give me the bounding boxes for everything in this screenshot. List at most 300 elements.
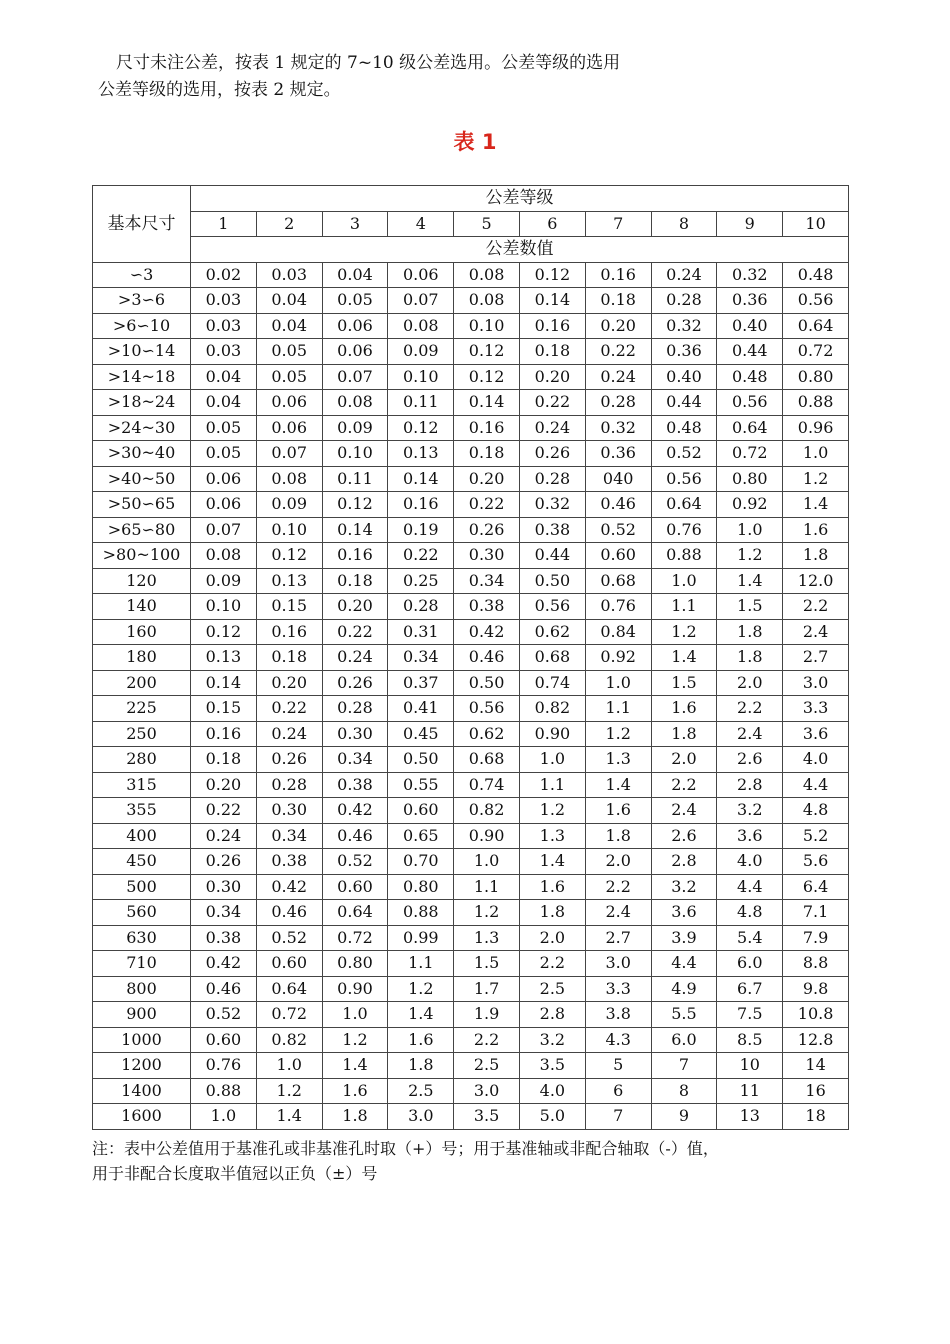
basic-size-header: 基本尺寸 xyxy=(93,186,191,263)
basic-size-cell: 160 xyxy=(93,619,191,645)
table-row xyxy=(93,517,849,543)
tolerance-value-cell: 3.3 xyxy=(585,976,651,1002)
tolerance-value-cell: 0.02 xyxy=(191,262,257,288)
tolerance-value-cell: 0.46 xyxy=(585,492,651,518)
table-row xyxy=(93,696,849,722)
tolerance-value-cell: 0.22 xyxy=(322,619,388,645)
table-row xyxy=(93,798,849,824)
tolerance-value-cell: 1.8 xyxy=(717,645,783,671)
basic-size-cell: >65∽80 xyxy=(93,517,191,543)
tolerance-value-cell: 0.62 xyxy=(519,619,585,645)
tolerance-value-cell: 0.34 xyxy=(191,900,257,926)
table-row xyxy=(93,594,849,620)
table-row xyxy=(93,976,849,1002)
tolerance-value-cell: 0.16 xyxy=(585,262,651,288)
table-row xyxy=(93,874,849,900)
tolerance-value-cell: 0.38 xyxy=(256,849,322,875)
table-note xyxy=(92,1136,852,1186)
tolerance-value-cell: 1.1 xyxy=(388,951,454,977)
tolerance-value-cell: 0.82 xyxy=(256,1027,322,1053)
tolerance-value-cell: 0.12 xyxy=(256,543,322,569)
grade-cell: 10 xyxy=(783,211,849,237)
note-line-1: 注：表中公差值用于基准孔或非基准孔时取（+）号；用于基准轴或非配合轴取（-）值， xyxy=(92,1139,719,1158)
basic-size-cell: 400 xyxy=(93,823,191,849)
tolerance-value-cell: 1.3 xyxy=(585,747,651,773)
tolerance-value-cell: 0.24 xyxy=(519,415,585,441)
tolerance-value-cell: 1.2 xyxy=(256,1078,322,1104)
tolerance-value-cell: 0.24 xyxy=(585,364,651,390)
tolerance-value-cell: 3.5 xyxy=(519,1053,585,1079)
tolerance-value-cell: 0.16 xyxy=(454,415,520,441)
tolerance-value-cell: 0.07 xyxy=(256,441,322,467)
tolerance-value-cell: 0.65 xyxy=(388,823,454,849)
tolerance-value-cell: 0.30 xyxy=(256,798,322,824)
tolerance-value-cell: 0.12 xyxy=(519,262,585,288)
tolerance-value-cell: 1.0 xyxy=(256,1053,322,1079)
intro-paragraph xyxy=(98,50,858,104)
tolerance-value-cell: 1.2 xyxy=(519,798,585,824)
tolerance-value-cell: 2.8 xyxy=(519,1002,585,1028)
tolerance-value-cell: 2.5 xyxy=(388,1078,454,1104)
tolerance-value-cell: 0.55 xyxy=(388,772,454,798)
tolerance-value-cell: 0.20 xyxy=(256,670,322,696)
basic-size-cell: 500 xyxy=(93,874,191,900)
tolerance-value-cell: 1.0 xyxy=(322,1002,388,1028)
tolerance-value-cell: 0.42 xyxy=(322,798,388,824)
tolerance-value-cell: 5 xyxy=(585,1053,651,1079)
tolerance-value-cell: 0.37 xyxy=(388,670,454,696)
tolerance-value-cell: 0.52 xyxy=(256,925,322,951)
table-row xyxy=(93,1104,849,1130)
tolerance-value-cell: 0.26 xyxy=(454,517,520,543)
tolerance-value-cell: 12.8 xyxy=(783,1027,849,1053)
tolerance-value-cell: 0.92 xyxy=(717,492,783,518)
table-row xyxy=(93,747,849,773)
tolerance-value-cell: 0.08 xyxy=(322,390,388,416)
tolerance-value-cell: 4.9 xyxy=(651,976,717,1002)
tolerance-value-cell: 2.4 xyxy=(783,619,849,645)
tolerance-value-cell: 1.0 xyxy=(717,517,783,543)
tolerance-value-cell: 0.88 xyxy=(388,900,454,926)
tolerance-value-cell: 1.8 xyxy=(783,543,849,569)
tolerance-value-cell: 0.64 xyxy=(783,313,849,339)
tolerance-value-cell: 1.4 xyxy=(388,1002,454,1028)
tolerance-value-cell: 6.0 xyxy=(717,951,783,977)
tolerance-value-cell: 0.16 xyxy=(519,313,585,339)
tolerance-value-cell: 0.36 xyxy=(585,441,651,467)
tolerance-value-cell: 2.2 xyxy=(717,696,783,722)
tolerance-value-cell: 0.72 xyxy=(783,339,849,365)
tolerance-value-cell: 0.28 xyxy=(322,696,388,722)
tolerance-value-cell: 1.2 xyxy=(322,1027,388,1053)
tolerance-value-cell: 1.1 xyxy=(454,874,520,900)
tolerance-value-cell: 0.22 xyxy=(519,390,585,416)
tolerance-value-cell: 0.04 xyxy=(191,364,257,390)
tolerance-value-cell: 0.03 xyxy=(191,288,257,314)
grade-cell: 6 xyxy=(519,211,585,237)
tolerance-value-cell: 2.2 xyxy=(651,772,717,798)
tolerance-value-cell: 1.4 xyxy=(585,772,651,798)
tolerance-value-cell: 8.8 xyxy=(783,951,849,977)
intro-line-1: 尺寸未注公差，按表 1 规定的 7~10 级公差选用。公差等级的选用 xyxy=(116,53,621,73)
table-row xyxy=(93,619,849,645)
tolerance-value-cell: 0.20 xyxy=(322,594,388,620)
tolerance-value-cell: 0.64 xyxy=(256,976,322,1002)
grade-cell: 1 xyxy=(191,211,257,237)
tolerance-value-cell: 0.64 xyxy=(322,900,388,926)
tolerance-value-cell: 0.28 xyxy=(388,594,454,620)
tolerance-value-cell: 6.0 xyxy=(651,1027,717,1053)
table-body xyxy=(93,262,849,1129)
tolerance-value-cell: 0.07 xyxy=(191,517,257,543)
tolerance-value-cell: 0.46 xyxy=(322,823,388,849)
tolerance-value-cell: 0.34 xyxy=(256,823,322,849)
table-row xyxy=(93,951,849,977)
tolerance-value-cell: 0.34 xyxy=(388,645,454,671)
tolerance-value-cell: 0.52 xyxy=(322,849,388,875)
tolerance-value-cell: 1.6 xyxy=(388,1027,454,1053)
tolerance-value-cell: 1.6 xyxy=(519,874,585,900)
header-row-group xyxy=(93,186,849,212)
tolerance-value-cell: 0.50 xyxy=(388,747,454,773)
tolerance-value-cell: 1.6 xyxy=(783,517,849,543)
tolerance-value-cell: 0.28 xyxy=(651,288,717,314)
tolerance-value-cell: 0.90 xyxy=(454,823,520,849)
tolerance-value-cell: 3.8 xyxy=(585,1002,651,1028)
tolerance-value-cell: 0.24 xyxy=(322,645,388,671)
tolerance-value-cell: 0.48 xyxy=(651,415,717,441)
tolerance-value-cell: 1.0 xyxy=(191,1104,257,1130)
grade-header: 公差等级 xyxy=(191,186,849,212)
table-row xyxy=(93,925,849,951)
tolerance-value-cell: 0.40 xyxy=(717,313,783,339)
basic-size-cell: 450 xyxy=(93,849,191,875)
tolerance-value-cell: 0.72 xyxy=(322,925,388,951)
table-row xyxy=(93,364,849,390)
tolerance-value-cell: 1.8 xyxy=(322,1104,388,1130)
tolerance-value-cell: 0.82 xyxy=(519,696,585,722)
tolerance-value-cell: 0.08 xyxy=(454,288,520,314)
tolerance-value-cell: 1.4 xyxy=(322,1053,388,1079)
tolerance-value-cell: 1.2 xyxy=(783,466,849,492)
tolerance-value-cell: 0.42 xyxy=(256,874,322,900)
basic-size-cell: ∽3 xyxy=(93,262,191,288)
tolerance-value-cell: 0.72 xyxy=(717,441,783,467)
basic-size-cell: >14~18 xyxy=(93,364,191,390)
tolerance-value-cell: 0.80 xyxy=(717,466,783,492)
basic-size-cell: 800 xyxy=(93,976,191,1002)
tolerance-value-cell: 1.0 xyxy=(585,670,651,696)
tolerance-value-cell: 4.3 xyxy=(585,1027,651,1053)
basic-size-cell: 180 xyxy=(93,645,191,671)
tolerance-value-cell: 2.7 xyxy=(585,925,651,951)
tolerance-value-cell: 0.16 xyxy=(191,721,257,747)
tolerance-value-cell: 0.20 xyxy=(191,772,257,798)
basic-size-cell: 280 xyxy=(93,747,191,773)
tolerance-value-cell: 2.0 xyxy=(519,925,585,951)
tolerance-value-cell: 0.44 xyxy=(519,543,585,569)
tolerance-value-cell: 0.26 xyxy=(519,441,585,467)
basic-size-cell: 200 xyxy=(93,670,191,696)
tolerance-value-cell: 0.76 xyxy=(191,1053,257,1079)
tolerance-value-cell: 0.18 xyxy=(191,747,257,773)
tolerance-value-cell: 3.0 xyxy=(585,951,651,977)
tolerance-value-cell: 0.18 xyxy=(519,339,585,365)
tolerance-value-cell: 7 xyxy=(585,1104,651,1130)
tolerance-value-cell: 0.99 xyxy=(388,925,454,951)
tolerance-value-cell: 0.56 xyxy=(519,594,585,620)
tolerance-value-cell: 5.2 xyxy=(783,823,849,849)
tolerance-value-cell: 0.32 xyxy=(651,313,717,339)
tolerance-value-cell: 3.2 xyxy=(651,874,717,900)
tolerance-value-cell: 0.30 xyxy=(454,543,520,569)
tolerance-value-cell: 0.68 xyxy=(585,568,651,594)
table-row xyxy=(93,313,849,339)
tolerance-value-cell: 1.6 xyxy=(651,696,717,722)
tolerance-value-cell: 0.11 xyxy=(322,466,388,492)
tolerance-value-cell: 0.80 xyxy=(388,874,454,900)
tolerance-value-cell: 0.06 xyxy=(322,313,388,339)
tolerance-value-cell: 0.34 xyxy=(454,568,520,594)
tolerance-value-cell: 0.36 xyxy=(651,339,717,365)
tolerance-value-cell: 1.0 xyxy=(519,747,585,773)
tolerance-value-cell: 0.70 xyxy=(388,849,454,875)
tolerance-value-cell: 0.09 xyxy=(256,492,322,518)
tolerance-value-cell: 0.25 xyxy=(388,568,454,594)
tolerance-value-cell: 0.74 xyxy=(454,772,520,798)
tolerance-value-cell: 10 xyxy=(717,1053,783,1079)
table-row xyxy=(93,492,849,518)
tolerance-value-cell: 0.13 xyxy=(256,568,322,594)
tolerance-value-cell: 1.8 xyxy=(717,619,783,645)
tolerance-value-cell: 1.4 xyxy=(519,849,585,875)
tolerance-value-cell: 4.4 xyxy=(717,874,783,900)
tolerance-value-cell: 2.6 xyxy=(651,823,717,849)
tolerance-value-cell: 0.36 xyxy=(717,288,783,314)
tolerance-value-cell: 0.12 xyxy=(388,415,454,441)
tolerance-value-cell: 0.80 xyxy=(783,364,849,390)
table-row xyxy=(93,415,849,441)
tolerance-value-cell: 0.16 xyxy=(388,492,454,518)
tolerance-value-cell: 3.2 xyxy=(717,798,783,824)
tolerance-value-cell: 0.82 xyxy=(454,798,520,824)
table-row xyxy=(93,645,849,671)
table-row xyxy=(93,1027,849,1053)
tolerance-value-cell: 3.9 xyxy=(651,925,717,951)
tolerance-value-cell: 0.22 xyxy=(454,492,520,518)
tolerance-value-cell: 0.03 xyxy=(256,262,322,288)
grade-cell: 2 xyxy=(256,211,322,237)
table-row xyxy=(93,1078,849,1104)
basic-size-cell: 315 xyxy=(93,772,191,798)
grade-cell: 7 xyxy=(585,211,651,237)
tolerance-value-cell: 0.80 xyxy=(322,951,388,977)
tolerance-value-cell: 0.44 xyxy=(651,390,717,416)
table-row xyxy=(93,466,849,492)
basic-size-cell: >30~40 xyxy=(93,441,191,467)
tolerance-value-cell: 0.14 xyxy=(388,466,454,492)
tolerance-value-cell: 0.12 xyxy=(454,364,520,390)
tolerance-value-cell: 0.41 xyxy=(388,696,454,722)
tolerance-value-cell: 0.20 xyxy=(585,313,651,339)
table-row xyxy=(93,1053,849,1079)
tolerance-value-cell: 2.7 xyxy=(783,645,849,671)
table-row xyxy=(93,670,849,696)
tolerance-value-cell: 0.46 xyxy=(454,645,520,671)
tolerance-value-cell: 0.42 xyxy=(454,619,520,645)
tolerance-value-cell: 0.06 xyxy=(322,339,388,365)
tolerance-value-cell: 0.32 xyxy=(585,415,651,441)
tolerance-value-cell: 0.31 xyxy=(388,619,454,645)
tolerance-value-cell: 0.13 xyxy=(191,645,257,671)
tolerance-value-cell: 1.4 xyxy=(256,1104,322,1130)
tolerance-value-cell: 0.64 xyxy=(717,415,783,441)
table-row xyxy=(93,568,849,594)
tolerance-value-cell: 0.08 xyxy=(388,313,454,339)
basic-size-cell: 140 xyxy=(93,594,191,620)
header-row-values xyxy=(93,237,849,263)
table-row xyxy=(93,339,849,365)
tolerance-value-cell: 0.11 xyxy=(388,390,454,416)
tolerance-value-cell: 0.03 xyxy=(191,313,257,339)
tolerance-value-cell: 0.46 xyxy=(256,900,322,926)
tolerance-value-cell: 0.12 xyxy=(322,492,388,518)
tolerance-value-cell: 0.32 xyxy=(519,492,585,518)
tolerance-value-cell: 2.2 xyxy=(585,874,651,900)
tolerance-value-cell: 9 xyxy=(651,1104,717,1130)
tolerance-value-cell: 4.0 xyxy=(519,1078,585,1104)
tolerance-value-cell: 1.0 xyxy=(454,849,520,875)
table-row xyxy=(93,772,849,798)
tolerance-value-cell: 0.08 xyxy=(256,466,322,492)
tolerance-value-cell: 1.1 xyxy=(651,594,717,620)
tolerance-value-cell: 5.6 xyxy=(783,849,849,875)
tolerance-value-cell: 0.05 xyxy=(191,441,257,467)
basic-size-cell: >24~30 xyxy=(93,415,191,441)
tolerance-value-cell: 0.24 xyxy=(191,823,257,849)
tolerance-value-cell: 0.26 xyxy=(322,670,388,696)
tolerance-value-cell: 1.2 xyxy=(717,543,783,569)
tolerance-value-cell: 0.14 xyxy=(454,390,520,416)
tolerance-value-cell: 0.05 xyxy=(256,364,322,390)
tolerance-value-cell: 0.15 xyxy=(256,594,322,620)
tolerance-value-cell: 0.24 xyxy=(651,262,717,288)
tolerance-value-cell: 2.0 xyxy=(651,747,717,773)
tolerance-value-cell: 5.4 xyxy=(717,925,783,951)
tolerance-value-cell: 8.5 xyxy=(717,1027,783,1053)
tolerance-value-cell: 0.04 xyxy=(256,313,322,339)
tolerance-value-cell: 0.16 xyxy=(322,543,388,569)
tolerance-value-cell: 2.0 xyxy=(585,849,651,875)
tolerance-value-cell: 1.9 xyxy=(454,1002,520,1028)
tolerance-value-cell: 1.0 xyxy=(651,568,717,594)
tolerance-value-cell: 040 xyxy=(585,466,651,492)
tolerance-value-cell: 0.09 xyxy=(388,339,454,365)
tolerance-value-cell: 0.42 xyxy=(191,951,257,977)
basic-size-cell: 1200 xyxy=(93,1053,191,1079)
table-title: 表 1 xyxy=(453,130,497,154)
basic-size-cell: 1000 xyxy=(93,1027,191,1053)
tolerance-value-cell: 0.09 xyxy=(191,568,257,594)
tolerance-value-cell: 0.52 xyxy=(585,517,651,543)
tolerance-value-cell: 3.5 xyxy=(454,1104,520,1130)
tolerance-value-cell: 0.64 xyxy=(651,492,717,518)
tolerance-value-cell: 0.48 xyxy=(717,364,783,390)
tolerance-value-cell: 0.19 xyxy=(388,517,454,543)
tolerance-value-cell: 3.0 xyxy=(454,1078,520,1104)
basic-size-cell: >6∽10 xyxy=(93,313,191,339)
tolerance-value-cell: 16 xyxy=(783,1078,849,1104)
basic-size-cell: 355 xyxy=(93,798,191,824)
tolerance-value-cell: 18 xyxy=(783,1104,849,1130)
tolerance-value-cell: 0.28 xyxy=(585,390,651,416)
basic-size-cell: 560 xyxy=(93,900,191,926)
table-row xyxy=(93,543,849,569)
basic-size-cell: >50∽65 xyxy=(93,492,191,518)
tolerance-value-cell: 0.38 xyxy=(322,772,388,798)
tolerance-value-cell: 0.60 xyxy=(191,1027,257,1053)
grade-cell: 8 xyxy=(651,211,717,237)
tolerance-value-cell: 0.20 xyxy=(519,364,585,390)
basic-size-cell: 250 xyxy=(93,721,191,747)
tolerance-value-cell: 7.9 xyxy=(783,925,849,951)
tolerance-value-cell: 0.10 xyxy=(256,517,322,543)
tolerance-value-cell: 0.90 xyxy=(519,721,585,747)
tolerance-value-cell: 0.50 xyxy=(454,670,520,696)
tolerance-value-cell: 5.0 xyxy=(519,1104,585,1130)
tolerance-value-cell: 0.56 xyxy=(454,696,520,722)
tolerance-value-cell: 0.18 xyxy=(585,288,651,314)
tolerance-value-cell: 0.74 xyxy=(519,670,585,696)
tolerance-value-cell: 0.14 xyxy=(191,670,257,696)
value-header: 公差数值 xyxy=(191,237,849,263)
grade-cell: 5 xyxy=(454,211,520,237)
tolerance-value-cell: 0.60 xyxy=(256,951,322,977)
tolerance-value-cell: 0.09 xyxy=(322,415,388,441)
tolerance-value-cell: 0.07 xyxy=(322,364,388,390)
tolerance-value-cell: 0.44 xyxy=(717,339,783,365)
tolerance-value-cell: 4.8 xyxy=(783,798,849,824)
header-row-grades xyxy=(93,211,849,237)
tolerance-value-cell: 1.5 xyxy=(651,670,717,696)
tolerance-value-cell: 0.05 xyxy=(256,339,322,365)
tolerance-value-cell: 2.8 xyxy=(651,849,717,875)
basic-size-cell: >40~50 xyxy=(93,466,191,492)
tolerance-value-cell: 0.60 xyxy=(585,543,651,569)
tolerance-value-cell: 4.4 xyxy=(783,772,849,798)
tolerance-value-cell: 3.6 xyxy=(717,823,783,849)
tolerance-value-cell: 13 xyxy=(717,1104,783,1130)
tolerance-value-cell: 2.5 xyxy=(454,1053,520,1079)
tolerance-value-cell: 0.50 xyxy=(519,568,585,594)
tolerance-value-cell: 1.8 xyxy=(519,900,585,926)
tolerance-value-cell: 0.52 xyxy=(651,441,717,467)
table-row xyxy=(93,823,849,849)
tolerance-value-cell: 1.3 xyxy=(454,925,520,951)
basic-size-cell: 900 xyxy=(93,1002,191,1028)
tolerance-value-cell: 0.28 xyxy=(519,466,585,492)
tolerance-value-cell: 2.2 xyxy=(783,594,849,620)
basic-size-cell: 630 xyxy=(93,925,191,951)
tolerance-value-cell: 0.56 xyxy=(783,288,849,314)
tolerance-value-cell: 0.40 xyxy=(651,364,717,390)
tolerance-value-cell: 0.52 xyxy=(191,1002,257,1028)
tolerance-value-cell: 3.0 xyxy=(388,1104,454,1130)
tolerance-value-cell: 0.10 xyxy=(191,594,257,620)
tolerance-value-cell: 2.6 xyxy=(717,747,783,773)
tolerance-value-cell: 0.60 xyxy=(388,798,454,824)
tolerance-value-cell: 1.8 xyxy=(388,1053,454,1079)
